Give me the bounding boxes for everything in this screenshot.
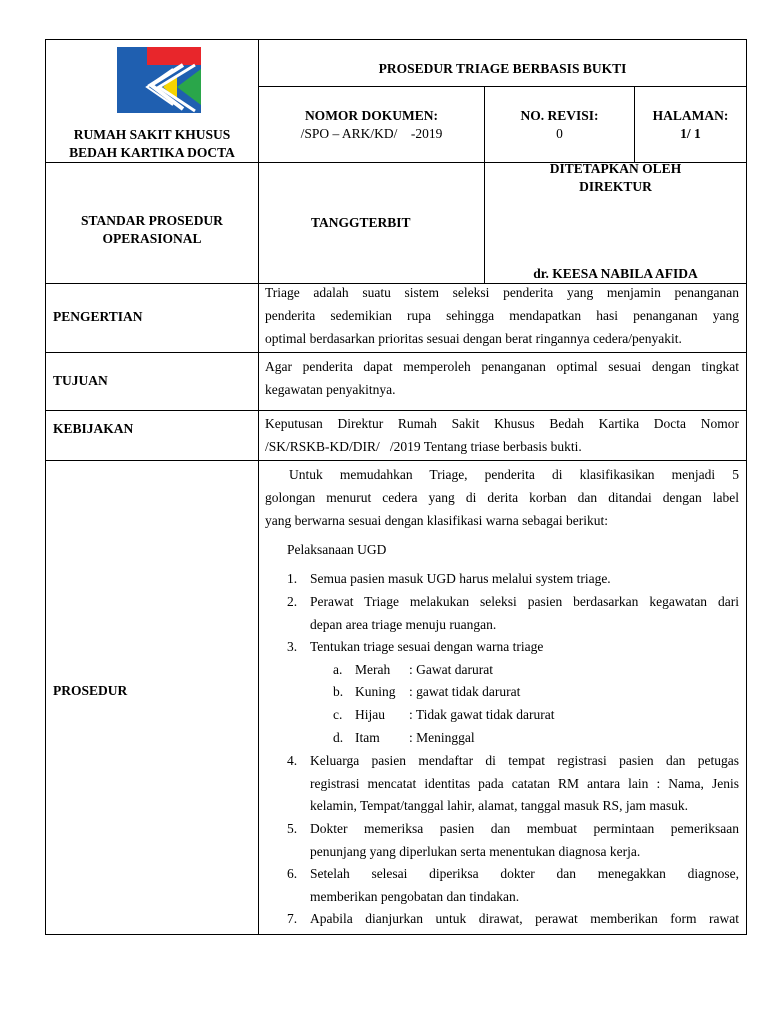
step-number: 2. [287, 594, 298, 609]
sop-title [46, 212, 258, 248]
doc-number-block [259, 107, 484, 143]
step-line: depan area triage menuju ruangan. [310, 616, 497, 632]
pengertian-line: penderita sedemikian rupa sehingga mendapatkan hasi penanganan yang [265, 308, 739, 323]
tujuan-line: kegawatan penyakitnya. [265, 382, 396, 397]
step-line: registrasi mencatat identitas pada catatan RM antara lain : Nama, Jenis [310, 775, 739, 791]
established-by [485, 160, 746, 196]
step-text [310, 591, 739, 636]
step-text [310, 750, 739, 818]
step-text [310, 863, 739, 908]
step-line: penunjang yang diperlukan serta menentukan diagnosa kerja. [310, 843, 641, 859]
sop-title-line2: OPERASIONAL [102, 231, 202, 246]
tujuan-line: Agar penderita dapat memperoleh penanganan optimal sesuai dengan tingkat [265, 359, 739, 374]
step-line: Setelah selesai diperiksa dokter dan menegakkan diagnose, [310, 866, 739, 881]
hospital-name-line1: RUMAH SAKIT KHUSUS [73, 127, 231, 142]
step-line: Keluarga pasien mendaftar di tempat registrasi pasien dan petugas [310, 753, 739, 768]
hospital-name [46, 126, 258, 162]
step-text [310, 818, 739, 863]
triage-color-name: Itam [355, 730, 380, 745]
page-value: 1/ 1 [680, 126, 701, 141]
intro-line: yang berwarna sesuai dengan klasifikasi warna sebagai berikut: [265, 513, 608, 528]
step-number: 4. [287, 753, 298, 768]
triage-color-item [333, 704, 554, 727]
triage-color-item [333, 659, 493, 682]
established-by-line1: DITETAPKAN OLEH [549, 161, 682, 176]
step-number: 5. [287, 821, 298, 836]
triage-color-item [333, 681, 520, 704]
sop-title-line1: STANDAR PROSEDUR [81, 213, 223, 228]
triage-letter: b. [333, 684, 344, 699]
kebijakan-line: /SK/RSKB-KD/DIR/ /2019 Tentang triase berbasis bukti. [265, 439, 582, 454]
triage-color-desc: : Meninggal [409, 730, 475, 745]
step-line: Apabila dianjurkan untuk dirawat, perawat memberikan form rawat [310, 911, 739, 926]
established-by-line2: DIREKTUR [579, 179, 652, 194]
hospital-logo [117, 47, 201, 113]
section-label-prosedur: PROSEDUR [53, 683, 128, 698]
logo-blue-block [117, 47, 147, 113]
prosedur-intro [265, 463, 739, 532]
triage-color-name: Merah [355, 662, 391, 677]
prosedur-subheading: Pelaksanaan UGD [287, 542, 387, 557]
step-text [310, 636, 739, 659]
triage-color-desc: : Gawat darurat [409, 662, 493, 677]
triage-color-name: Kuning [355, 684, 396, 699]
step-number: 6. [287, 866, 298, 881]
page-block [635, 107, 746, 143]
step-text [310, 908, 739, 931]
pengertian-line: optimal berdasarkan prioritas sesuai dengan berat ringannya cedera/penyakit. [265, 331, 682, 346]
section-label-tujuan: TUJUAN [53, 373, 108, 388]
section-body-tujuan [265, 355, 739, 401]
intro-line: Untuk memudahkan Triage, penderita di klasifikasikan menjadi 5 [289, 467, 739, 482]
step-line: Semua pasien masuk UGD harus melalui system triage. [310, 571, 611, 586]
intro-line: golongan menurut cedera yang di derita korban dan ditandai dengan label [265, 490, 739, 505]
section-label-pengertian: PENGERTIAN [53, 309, 143, 324]
kebijakan-line: Keputusan Direktur Rumah Sakit Khusus Bedah Kartika Docta Nomor [265, 416, 739, 431]
revision-label: NO. REVISI: [520, 108, 599, 123]
document-title: PROSEDUR TRIAGE BERBASIS BUKTI [378, 61, 627, 76]
step-line: Dokter memeriksa pasien dan membuat permintaan pemeriksaan [310, 821, 739, 836]
triage-letter: d. [333, 730, 344, 745]
kartika-docta-logo-icon [117, 47, 201, 113]
step-line: memberikan pengobatan dan tindakan. [310, 888, 520, 904]
step-line: Tentukan triage sesuai dengan warna triage [310, 639, 544, 654]
section-body-pengertian [265, 281, 739, 350]
issue-date-label: TANGGTERBIT [311, 215, 411, 230]
director-name: dr. KEESA NABILA AFIDA [533, 266, 698, 281]
step-line: kelamin, Tempat/tanggal lahir, alamat, tanggal masuk RS, jam masuk. [310, 798, 689, 813]
revision-block [485, 107, 634, 143]
triage-color-desc: : Tidak gawat tidak darurat [409, 707, 555, 722]
doc-number-label: NOMOR DOKUMEN: [304, 108, 439, 123]
pengertian-line: Triage adalah suatu sistem seleksi penderita yang menjamin penanganan [265, 285, 739, 300]
step-number: 1. [287, 571, 298, 586]
page-label: HALAMAN: [652, 108, 729, 123]
step-line: Perawat Triage melakukan seleksi pasien berdasarkan kegawatan dari [310, 594, 739, 609]
section-label-kebijakan: KEBIJAKAN [53, 421, 134, 436]
logo-red-block [147, 47, 201, 65]
section-body-kebijakan [265, 412, 739, 458]
step-number: 7. [287, 911, 298, 926]
step-text [310, 568, 739, 591]
triage-color-name: Hijau [355, 707, 385, 722]
step-number: 3. [287, 639, 298, 654]
triage-letter: a. [333, 662, 343, 677]
triage-letter: c. [333, 707, 343, 722]
triage-color-item [333, 727, 475, 750]
doc-number-value: /SPO – ARK/KD/ -2019 [300, 126, 443, 141]
triage-color-desc: : gawat tidak darurat [409, 684, 521, 699]
hospital-name-line2: BEDAH KARTIKA DOCTA [69, 145, 235, 160]
revision-value: 0 [556, 126, 563, 141]
